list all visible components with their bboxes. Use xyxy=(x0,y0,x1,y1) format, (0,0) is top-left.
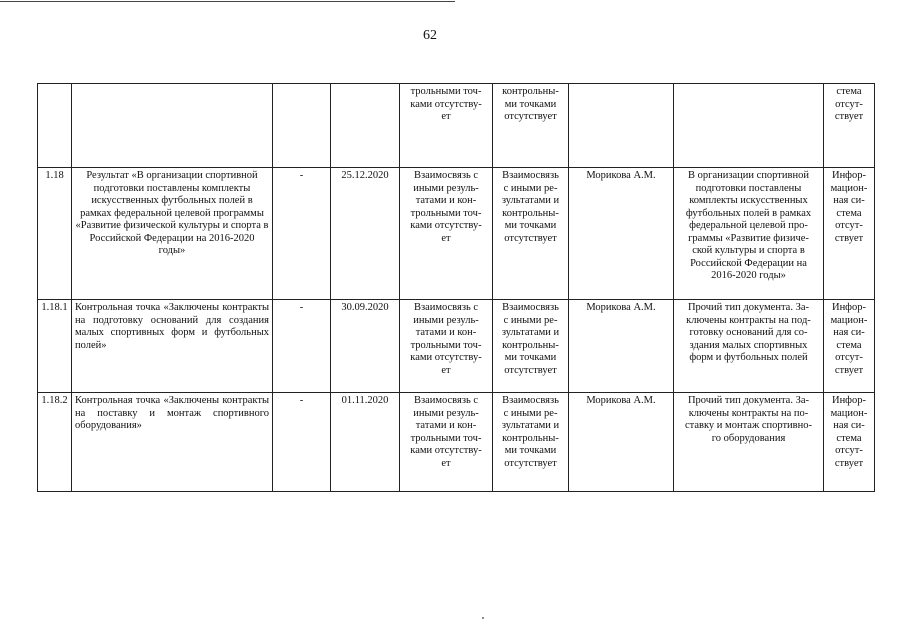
doc-text: Прочий тип документа. За- ключены контракты на по- ставку и монтаж спортивно- го оборудования xyxy=(684,395,812,444)
cell-link xyxy=(400,300,493,393)
link-text: Взаимосвязь с иными резуль- татами и кон- трольными точ- ками отсутству- ет xyxy=(410,302,482,376)
cell-link2 xyxy=(493,84,569,168)
cell-link xyxy=(400,168,493,300)
cell-doc xyxy=(674,84,824,168)
table-row xyxy=(38,393,875,492)
cell-link xyxy=(400,84,493,168)
system-text: Инфор- мацион- ная си- стема отсут- ствует xyxy=(830,302,868,376)
system-text: Инфор- мацион- ная си- стема отсут- ствует xyxy=(830,395,868,469)
cell-system xyxy=(824,84,875,168)
link-text: трольными точ- ками отсутству- ет xyxy=(410,86,482,122)
cell-system xyxy=(824,168,875,300)
cell-start: - xyxy=(273,300,331,393)
cell-date: 30.09.2020 xyxy=(331,300,400,393)
cell-person xyxy=(569,84,674,168)
cell-name xyxy=(72,84,273,168)
table-row xyxy=(38,300,875,393)
cell-link2 xyxy=(493,393,569,492)
cell-start: - xyxy=(273,168,331,300)
cell-date: 01.11.2020 xyxy=(331,393,400,492)
scan-speck xyxy=(482,617,484,619)
table-row-continuation xyxy=(38,84,875,168)
cell-number: 1.18 xyxy=(38,168,72,300)
cell-doc xyxy=(674,168,824,300)
link2-text: Взаимосвязь с иными ре- зультатами и контрольны- ми точками отсутствует xyxy=(501,170,560,244)
system-text: Инфор- мацион- ная си- стема отсут- ствует xyxy=(830,170,868,244)
link-text: Взаимосвязь с иными резуль- татами и кон- трольными точ- ками отсутству- ет xyxy=(410,395,482,469)
doc-text: Прочий тип документа. За- ключены контракты на под- готовку оснований для со- здания малых спортивных форм и футбольных полей xyxy=(686,302,811,363)
link2-text: Взаимосвязь с иными ре- зультатами и контрольны- ми точками отсутствует xyxy=(501,302,560,376)
cell-start xyxy=(273,84,331,168)
cell-person: Морикова А.М. xyxy=(569,300,674,393)
cell-system xyxy=(824,300,875,393)
cell-number: 1.18.2 xyxy=(38,393,72,492)
doc-text: В организации спортивной подготовки поставлены комплекты искусственных футбольных полей в рамках федеральной целевой про- граммы «Развитие физиче- ской культуры и спорта в Российской Федерации на 2016-2020 годы» xyxy=(685,170,812,281)
cell-name: Результат «В организации спортивной подготовки поставлены комплекты искусственных футбольных полей в рамках федеральной целевой программы «Развитие физической культуры и спорта в Российской Федерации на 2016-2020 годы» xyxy=(72,168,273,300)
cell-link2 xyxy=(493,168,569,300)
cell-person: Морикова А.М. xyxy=(569,168,674,300)
link2-text: контрольны- ми точками отсутствует xyxy=(502,86,559,122)
cell-date: 25.12.2020 xyxy=(331,168,400,300)
cell-name: Контрольная точка «Заключены контракты на подготовку оснований для создания малых спортивных форм и футбольных полей» xyxy=(72,300,273,393)
cell-system xyxy=(824,393,875,492)
plan-table xyxy=(37,83,875,492)
cell-link2 xyxy=(493,300,569,393)
top-rule xyxy=(0,1,455,2)
link-text: Взаимосвязь с иными резуль- татами и кон- трольными точ- ками отсутству- ет xyxy=(410,170,482,244)
cell-number xyxy=(38,84,72,168)
cell-person: Морикова А.М. xyxy=(569,393,674,492)
page-number: 62 xyxy=(423,28,437,43)
cell-doc xyxy=(674,300,824,393)
system-text: стема отсут- ствует xyxy=(834,86,864,122)
cell-name: Контрольная точка «Заключены контракты на поставку и монтаж спортивного оборудования» xyxy=(72,393,273,492)
cell-date xyxy=(331,84,400,168)
cell-link xyxy=(400,393,493,492)
cell-doc xyxy=(674,393,824,492)
table-row xyxy=(38,168,875,300)
cell-start: - xyxy=(273,393,331,492)
link2-text: Взаимосвязь с иными ре- зультатами и контрольны- ми точками отсутствует xyxy=(501,395,560,469)
cell-number: 1.18.1 xyxy=(38,300,72,393)
